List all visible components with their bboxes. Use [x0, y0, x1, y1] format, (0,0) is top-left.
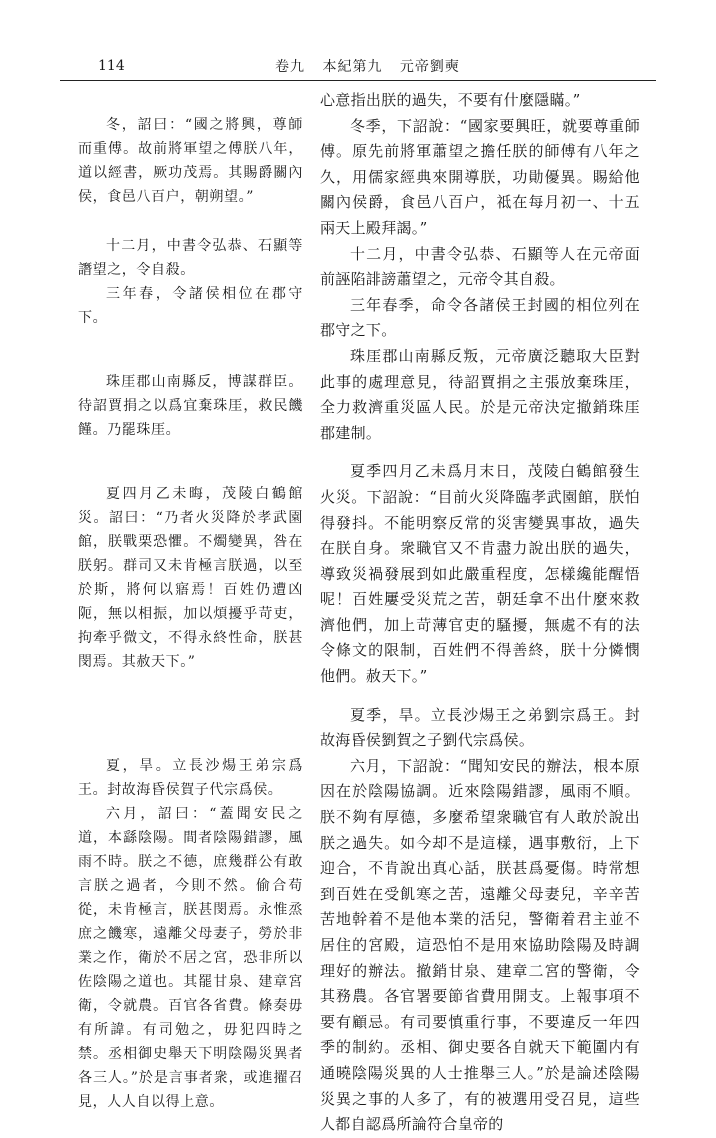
- classical-paragraph: 夏，旱。立長沙煬王弟宗爲王。封故海昏侯賀子代宗爲侯。: [78, 758, 303, 798]
- translation-paragraph: 珠厓郡山南縣反叛，元帝廣泛聽取大臣對此事的處理意見，待詔賈捐之主張放棄珠厓，全力救濟重災區人民。於是元帝決定撤銷珠厓郡建制。: [320, 346, 640, 442]
- classical-paragraph: 三年春，令諸侯相位在郡守下。: [78, 286, 303, 326]
- translation-paragraph: 十二月，中書令弘恭、石顯等人在元帝面前誣陷誹謗蕭望之，元帝令其自殺。: [320, 244, 640, 289]
- section-label: 本紀第九: [322, 59, 383, 75]
- translation-paragraph: 冬季，下詔說：“國家要興旺，就要尊重師傅。原先前將軍蕭望之擔任朕的師傅有八年之久，用儒家經典來開導朕，功勛優異。賜給他關內侯爵，食邑八百户，祗在每月初一、十五兩天上殿拜謁。”: [320, 116, 640, 237]
- page-number: 114: [98, 58, 125, 74]
- vernacular-translation-column: [320, 88, 640, 1138]
- classical-paragraph: 珠厓郡山南縣反，博謀群臣。待詔賈捐之以爲宜棄珠厓，救民饑饉。乃罷珠厓。: [78, 374, 303, 438]
- header-rule: [60, 80, 656, 81]
- classical-paragraph: 夏四月乙未晦，茂陵白鶴館災。詔曰：“乃者火災降於孝武園館，朕戰栗恐懼。不燭變異，咎在朕躬。群司又未肯極言朕過，以至於斯，將何以寤焉！百姓仍遭凶阨，無以相振，加以煩擾乎苛吏，拘牽乎微文，不得永終性命，朕甚閔焉。其赦天下。”: [78, 486, 303, 670]
- translation-paragraph: 六月，下詔說：“聞知安民的辦法，根本原因在於陰陽協調。近來陰陽錯謬，風雨不順。朕不夠有厚德，多麼希望衆職官有人敢於說出朕之過失。如今却不是這樣，遇事敷衍，上下迎合，不肯說出真心話，朕甚爲憂傷。時常想到百姓在受飢寒之苦，遠離父母妻兒，辛辛苦苦地幹着不是他本業的活兒，警衛着君主並不居住的宮殿，這恐怕不是用來協助陰陽及時調理好的辦法。撤銷甘泉、建章二宮的警衛，令其務農。各官署要節省費用開支。上報事項不要有顧忌。有司要慎重行事，不要違反一年四季的制約。丞相、御史要各自就天下範圍内有通曉陰陽災異的人士推舉三人。”於是論述陰陽災異之事的人多了，有的被選用受召見，這些人都自認爲所論符合皇帝的: [320, 756, 640, 1134]
- classical-text-column: [78, 88, 303, 1114]
- volume-label: 卷九: [275, 59, 305, 75]
- translation-paragraph: 夏季，旱。立長沙煬王之弟劉宗爲王。封故海昏侯劉賀之子劉代宗爲侯。: [320, 705, 640, 750]
- translation-paragraph: 心意指出朕的過失，不要有什麼隱瞞。”: [320, 91, 581, 109]
- classical-paragraph: 六月，詔曰：“蓋聞安民之道，本繇陰陽。間者陰陽錯謬，風雨不時。朕之不德，庶幾群公有敢言朕之過者，今則不然。偷合苟從，未肯極言，朕甚閔焉。永惟烝庶之饑寒，遠離父母妻子，勞於非業之作，衛於不居之宮，恐非所以佐陰陽之道也。其罷甘泉、建章宮衛，令就農。百官各省費。條奏毋有所諱。有司勉之，毋犯四時之禁。丞相御史舉天下明陰陽災異者各三人。”於是言事者衆，或進擢召見，人人自以得上意。: [78, 806, 303, 1110]
- classical-paragraph: 冬，詔曰：“國之將興，尊師而重傅。故前將軍望之傅朕八年，道以經書，厥功茂焉。其賜爵關內侯，食邑八百户，朝朔望。”: [78, 117, 303, 205]
- classical-paragraph: 十二月，中書令弘恭、石顯等譖望之，令自殺。: [78, 238, 303, 278]
- emperor-label: 元帝劉奭: [399, 59, 460, 75]
- translation-paragraph: 夏季四月乙未爲月末日，茂陵白鶴館發生火災。下詔說：“目前火災降臨孝武園館，朕怕得發抖。不能明察反常的災害變異事故，過失在朕自身。衆職官又不肯盡力說出朕的過失，導致災禍發展到如此嚴重程度，怎樣纔能醒悟呢！百姓屢受災荒之苦，朝廷拿不出什麼來救濟他們，加上苛薄官吏的騷擾，無處不有的法令條文的限制，百姓們不得善終，朕十分憐憫他們。赦天下。”: [320, 462, 640, 686]
- translation-paragraph: 三年春季，命令各諸侯王封國的相位列在郡守之下。: [320, 295, 640, 340]
- running-header: [275, 56, 472, 76]
